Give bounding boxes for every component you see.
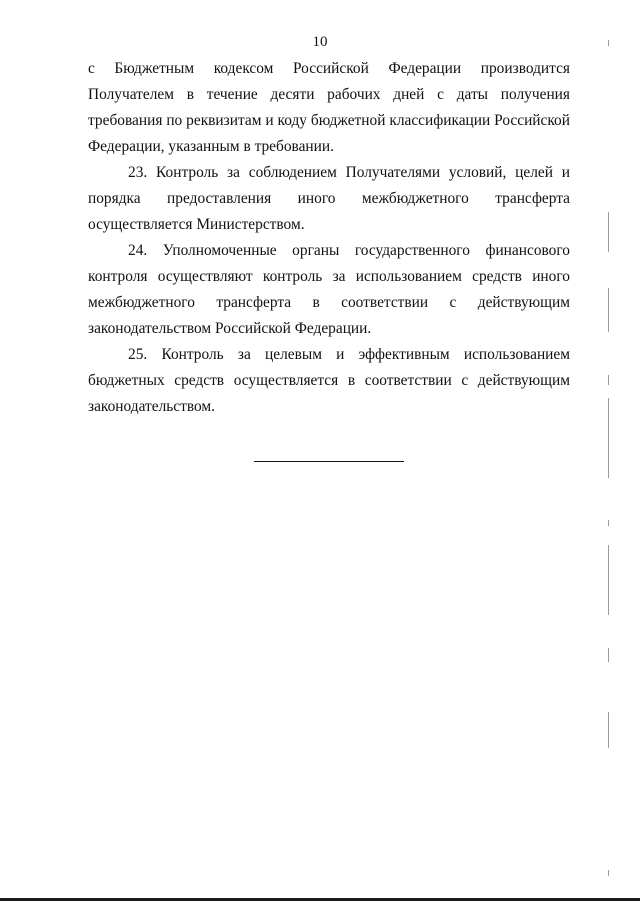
scan-artifact-mark bbox=[608, 870, 609, 876]
document-body bbox=[88, 56, 570, 420]
scan-artifact-mark bbox=[608, 398, 609, 478]
end-of-text-rule bbox=[254, 461, 404, 462]
paragraph-24: 24. Уполномоченные органы государственного финансового контроля осуществляют контроль за использованием средств иного межбюджетного трансферта в соответствии с действующим законодательством Российской Федерации. bbox=[88, 242, 570, 337]
scan-artifact-mark bbox=[608, 375, 609, 385]
paragraph-line: Получателем в течение десяти рабочих дней с даты получения требования по реквизитам и коду бюджетной классификации Российской Федерации, указанным в требовании. bbox=[88, 86, 570, 155]
scan-artifact-mark bbox=[608, 712, 609, 748]
paragraph-continued bbox=[88, 56, 570, 160]
scan-artifact-mark bbox=[608, 545, 609, 615]
paragraph-25: 25. Контроль за целевым и эффективным использованием бюджетных средств осуществляется в соответствии с действующим законодательством. bbox=[88, 346, 570, 415]
scan-artifact-mark bbox=[608, 288, 609, 332]
scan-artifact-mark bbox=[608, 212, 609, 252]
paragraph-23: 23. Контроль за соблюдением Получателями условий, целей и порядка предоставления иного межбюджетного трансферта осуществляется Министерством. bbox=[88, 164, 570, 233]
page-number: 10 bbox=[312, 34, 328, 50]
scan-artifact-mark bbox=[608, 648, 609, 662]
scan-artifact-mark bbox=[608, 520, 609, 526]
scan-artifact-mark bbox=[608, 40, 609, 46]
scan-bottom-edge bbox=[0, 898, 640, 901]
paragraph-line: с Бюджетным кодексом Российской Федерации производится bbox=[88, 60, 570, 77]
